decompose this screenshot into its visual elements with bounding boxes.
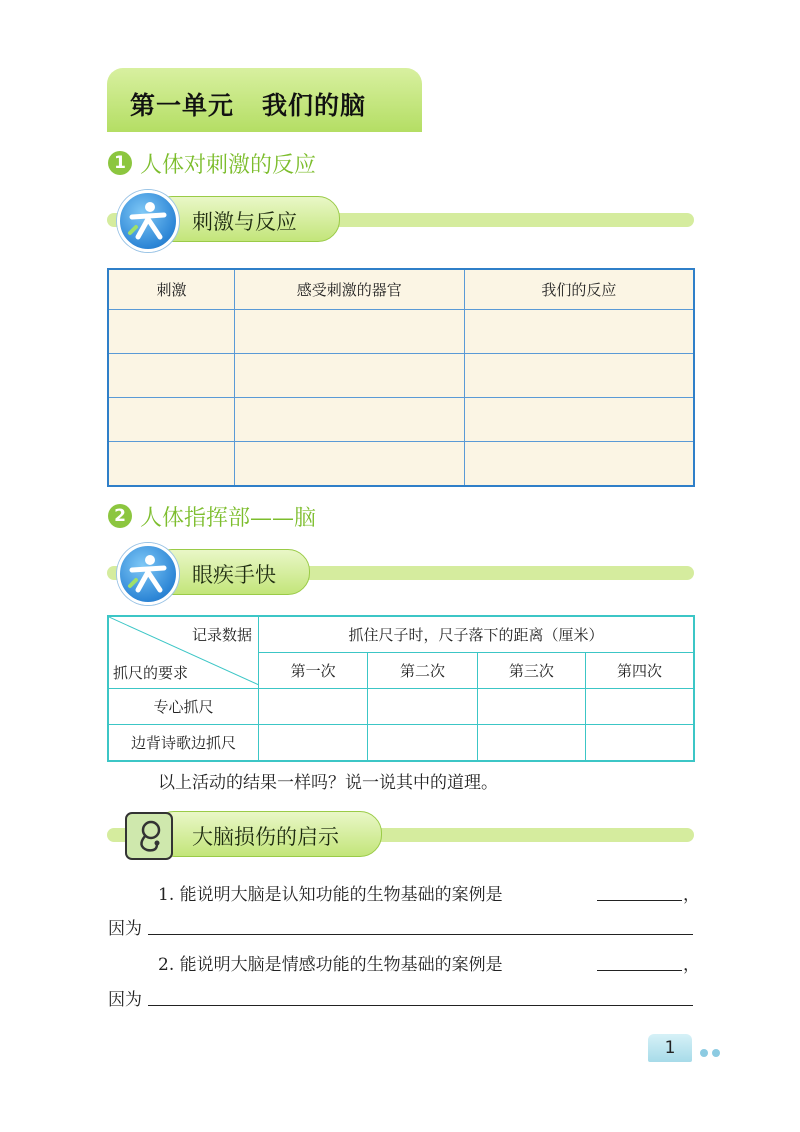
item-1-blank-reason[interactable] [148,914,693,935]
lesson-1-title: 人体对刺激的反应 [140,153,317,178]
table-cell[interactable] [464,442,694,487]
page-dot [712,1049,720,1057]
item-2-because: 因为 [108,990,142,1010]
table-row [108,689,694,725]
item-1-because: 因为 [108,919,142,939]
table-row [108,354,694,398]
table-cell[interactable] [108,310,234,354]
table-group-header: 抓住尺子时，尺子落下的距离（厘米） [259,616,695,653]
table-header-cell: 我们的反应 [464,269,694,310]
table-header-cell: 第三次 [477,653,585,689]
table-corner-bottom: 抓尺的要求 [113,664,189,682]
unit-name: 我们的脑 [262,91,367,120]
unit-number: 第一单元 [130,91,235,120]
lesson-1-number: 1 [108,151,132,175]
table-header-cell: 感受刺激的器官 [234,269,464,310]
unit-title [130,86,366,122]
table-cell[interactable] [108,354,234,398]
table-header-row [108,269,694,310]
item-1-blank-case[interactable] [597,880,682,901]
stimulus-response-table [107,268,695,487]
table-row [108,442,694,487]
table-header-cell: 第四次 [586,653,694,689]
activity-1-title: 刺激与反应 [192,210,297,234]
table-cell[interactable] [368,725,477,762]
table-row-label: 专心抓尺 [108,689,259,725]
activity-person-icon [117,543,179,605]
table-cell[interactable] [234,310,464,354]
lesson-2-title: 人体指挥部——脑 [140,506,317,531]
table-cell[interactable] [464,354,694,398]
table-row [108,398,694,442]
table-header-cell: 第一次 [259,653,368,689]
question-text: 以上活动的结果一样吗？说一说其中的道理。 [158,773,498,793]
item-2-text: 2. 能说明大脑是情感功能的生物基础的案例是 [158,955,503,975]
table-header-cell: 第二次 [368,653,477,689]
ruler-catch-table [107,615,695,762]
table-cell[interactable] [234,398,464,442]
item-2-comma: ， [683,955,700,975]
item-2-blank-reason[interactable] [148,985,693,1006]
item-1-comma: ， [683,885,700,905]
table-row-label: 边背诗歌边抓尺 [108,725,259,762]
item-2-blank-case[interactable] [597,950,682,971]
table-cell[interactable] [108,398,234,442]
page-number: 1 [648,1034,692,1062]
page-dot [700,1049,708,1057]
table-row [108,725,694,762]
table-cell[interactable] [234,442,464,487]
activity-2-title: 眼疾手快 [192,563,276,587]
table-cell[interactable] [464,310,694,354]
table-cell[interactable] [259,689,368,725]
table-corner-cell [108,616,259,689]
table-cell[interactable] [586,725,694,762]
table-cell[interactable] [477,689,585,725]
table-cell[interactable] [477,725,585,762]
table-row [108,310,694,354]
table-header-row [108,616,694,653]
stethoscope-icon [125,812,173,860]
table-cell[interactable] [368,689,477,725]
table-corner-top: 记录数据 [191,626,252,644]
table-header-cell: 刺激 [108,269,234,310]
table-cell[interactable] [586,689,694,725]
activity-person-icon [117,190,179,252]
table-cell[interactable] [234,354,464,398]
table-cell[interactable] [259,725,368,762]
lesson-2-number: 2 [108,504,132,528]
table-cell[interactable] [464,398,694,442]
item-1-text: 1. 能说明大脑是认知功能的生物基础的案例是 [158,885,503,905]
table-cell[interactable] [108,442,234,487]
activity-3-title: 大脑损伤的启示 [192,825,339,849]
